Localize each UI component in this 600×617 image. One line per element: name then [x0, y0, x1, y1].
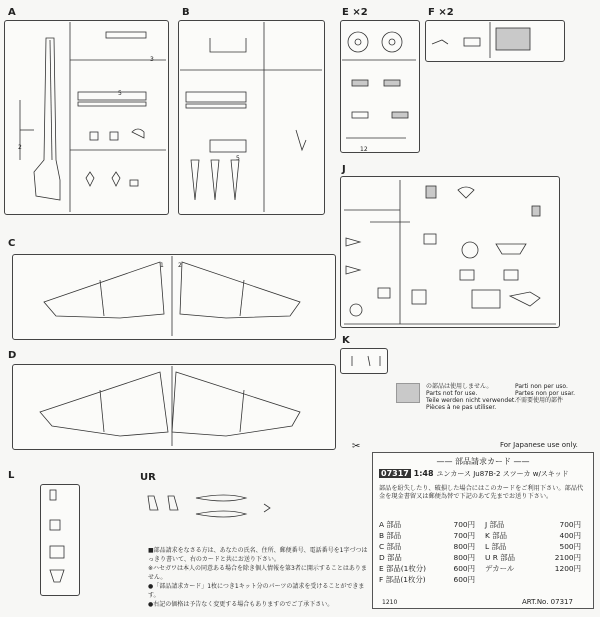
order-card-desc: 部品を紛失したり、破損した場合にはこのカードをご利用下さい。部品代金を現金書留又は郵便為替で下記のあて先までお送り下さい。: [379, 485, 584, 500]
part-price: 600円: [453, 564, 475, 573]
part-price: 700円: [453, 531, 475, 540]
part-price: 400円: [559, 531, 581, 540]
part-price: 500円: [559, 542, 581, 551]
price-row: [379, 519, 475, 530]
part-price: 1200円: [554, 564, 581, 573]
unused-parts-swatch: [396, 383, 420, 403]
parts-order-card: [372, 452, 594, 609]
sprue-label-l: L: [8, 470, 15, 481]
scissors-icon: ✂: [352, 441, 361, 452]
part-name: A 部品: [379, 520, 402, 529]
order-card-kit: 07317 1:48 ユンカース Ju87B-2 スツーカ w/スキッド: [381, 469, 569, 478]
sprue-label-ur: UR: [140, 472, 156, 483]
part-price: 600円: [453, 575, 475, 584]
sprue-label-d: D: [8, 350, 17, 361]
part-name: E 部品(1枚分): [379, 564, 427, 573]
order-card-title: —— 部品請求カード ——: [436, 457, 530, 466]
sprue-label-k: K: [342, 335, 350, 346]
part-name: K 部品: [485, 531, 507, 540]
part-price: 800円: [453, 553, 475, 562]
part-number: 3: [150, 56, 154, 63]
price-row: [379, 541, 475, 552]
part-name: F 部品(1枚分): [379, 575, 426, 584]
price-row: [379, 530, 475, 541]
page-number: 1210: [382, 599, 398, 606]
sprue-label-e: E ×2: [342, 7, 368, 18]
part-price: 800円: [453, 542, 475, 551]
price-row: [485, 552, 581, 563]
price-row: [379, 563, 475, 574]
part-name: D 部品: [379, 553, 402, 562]
part-price: 700円: [453, 520, 475, 529]
part-name: デカール: [485, 564, 515, 573]
part-number: 2: [18, 144, 22, 151]
sprue-label-j: J: [342, 164, 346, 175]
part-number: 2: [178, 262, 182, 269]
price-row: [379, 552, 475, 563]
price-row: [485, 519, 581, 530]
part-name: U R 部品: [485, 553, 516, 562]
part-number: 12: [360, 146, 368, 153]
part-price: 700円: [559, 520, 581, 529]
sprue-label-f: F ×2: [428, 7, 454, 18]
part-number: 5: [118, 90, 122, 97]
sprue-label-b: B: [182, 7, 190, 18]
art-number: ART.No. 07317: [522, 598, 573, 606]
part-number: 5: [236, 155, 240, 162]
price-row: [485, 563, 581, 574]
price-row: [485, 541, 581, 552]
part-name: B 部品: [379, 531, 402, 540]
unused-parts-notice: の部品は使用しません。 Parts not for use. Teile werden nicht verwendet. Pièces à ne pas utiliser.: [426, 383, 517, 411]
price-row: [379, 574, 475, 585]
part-name: C 部品: [379, 542, 402, 551]
part-name: L 部品: [485, 542, 507, 551]
sprue-label-a: A: [8, 7, 16, 18]
sprue-label-c: C: [8, 238, 16, 249]
japanese-use-note: For Japanese use only.: [500, 441, 578, 449]
unused-parts-notice-2: Parti non per uso. Partes non por usar. 不需要使用的部件: [515, 383, 576, 404]
price-row: [485, 530, 581, 541]
part-name: J 部品: [485, 520, 505, 529]
part-price: 2100円: [554, 553, 581, 562]
order-instructions: ■部品請求をなさる方は、あなたの氏名、住所、郵便番号、電話番号を1字づつはっきり書いて、右のカードと共にお送り下さい。 ※ハセガワは本人の同意ある場合を除き個人情報を第3者に開示することはありません。 ●「部品請求カード」1枚につき1キット分のパーツの請求を受けることができます。 ●右記の価格は予告なく変更する場合もありますのでご了承下さい。: [148, 547, 368, 608]
part-number: 1: [160, 262, 164, 269]
